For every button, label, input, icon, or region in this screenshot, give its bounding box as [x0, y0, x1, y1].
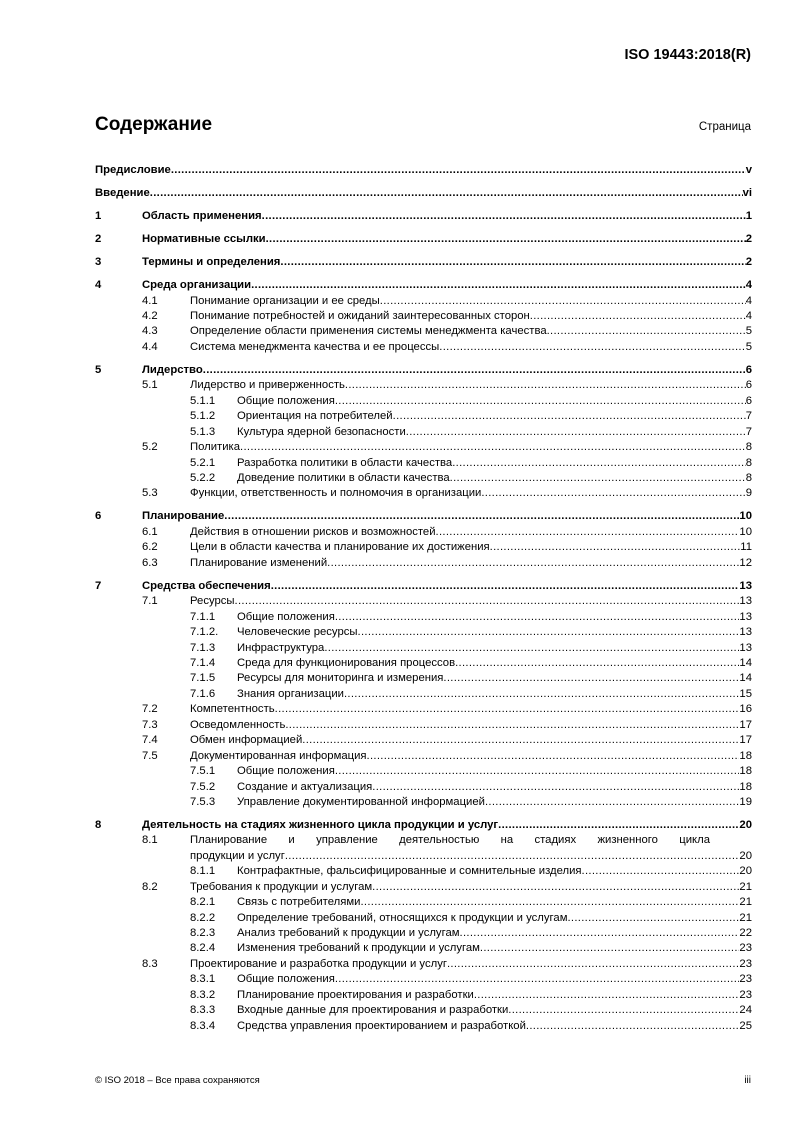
dot-leader [498, 818, 739, 833]
toc-entry[interactable] [95, 278, 752, 293]
toc-entry[interactable] [95, 471, 752, 486]
toc-entry-title[interactable]: Определение области применения системы менеджмента качества [190, 325, 547, 338]
toc-entry[interactable] [95, 1003, 752, 1018]
toc-entry-title[interactable]: Лидерство [142, 363, 203, 376]
toc-entry[interactable] [95, 525, 752, 540]
dot-leader [360, 895, 739, 910]
toc-entry-page[interactable]: 4 [745, 294, 752, 307]
document-id: ISO 19443:2018(R) [624, 47, 751, 63]
toc-entry[interactable] [95, 378, 752, 393]
toc-entry-number: 8.3.3 [190, 1004, 216, 1017]
dot-leader [490, 540, 741, 555]
toc-entry-page[interactable]: 13 [739, 595, 752, 608]
dot-leader [530, 309, 746, 324]
toc-entry-page[interactable]: 10 [739, 510, 752, 523]
toc-entry-title[interactable]: Планирование проектирования и разработки [237, 988, 474, 1001]
toc-entry-page[interactable]: 23 [739, 942, 752, 955]
dot-leader [262, 209, 746, 224]
toc-entry-number: 5.3 [142, 487, 158, 500]
dot-leader [251, 278, 746, 293]
toc-entry[interactable] [95, 625, 752, 640]
toc-entry-number: 5.2.1 [190, 456, 216, 469]
dot-leader [380, 294, 746, 309]
toc-entry-title[interactable]: Обмен информацией [190, 734, 303, 747]
dot-leader [582, 864, 740, 879]
toc-entry-number: 6 [95, 510, 102, 523]
dot-leader [271, 579, 740, 594]
toc-entry-number: 5.2.2 [190, 472, 216, 484]
toc-entry-page[interactable]: 14 [739, 672, 752, 685]
toc-entry-title[interactable]: Ориентация на потребителей [237, 410, 393, 423]
toc-entry-number: 6.2 [142, 541, 158, 554]
dot-leader [447, 957, 739, 972]
toc-entry-page[interactable]: 23 [739, 973, 752, 986]
dot-leader [452, 456, 746, 471]
toc-entry-page[interactable]: 2 [745, 256, 752, 269]
toc-entry-title[interactable]: Понимание потребностей и ожиданий заинтересованных сторон [190, 310, 530, 323]
toc-entry-title[interactable]: Входные данные для проектирования и разработки [237, 1004, 509, 1017]
toc-entry[interactable] [95, 594, 752, 609]
dot-leader [335, 394, 746, 409]
toc-entry-title[interactable]: Средства обеспечения [142, 579, 271, 592]
toc-entry-title[interactable]: Общие положения [237, 610, 335, 623]
toc-entry[interactable] [95, 579, 752, 594]
dot-leader [481, 486, 745, 501]
dot-leader [436, 525, 740, 540]
toc-entry-number: 7.5.3 [190, 795, 216, 808]
toc-entry-title[interactable]: Знания организации [237, 687, 344, 700]
toc-entry-page[interactable]: 8 [745, 441, 752, 454]
toc-entry-title[interactable]: Цели в области качества и планирование их достижения [190, 541, 490, 554]
toc-entry-page[interactable]: 13 [739, 610, 752, 623]
dot-leader [275, 702, 740, 717]
toc-entry-continuation[interactable] [95, 849, 752, 864]
dot-leader [235, 594, 740, 609]
toc-entry-page[interactable]: 23 [739, 957, 752, 970]
dot-leader [474, 988, 740, 1003]
toc-entry-page[interactable]: 4 [745, 279, 752, 292]
toc-entry-title[interactable]: Лидерство и приверженность [190, 379, 345, 392]
toc-entry-number: 7.1.2. [190, 626, 219, 639]
toc-entry-title[interactable]: Документированная информация [190, 749, 367, 762]
toc-entry-page[interactable]: 13 [739, 626, 752, 639]
toc-entry[interactable] [95, 1019, 752, 1034]
toc-entry-title[interactable]: Создание и актуализация [237, 780, 373, 793]
toc-entry-number: 7.1.5 [190, 672, 216, 685]
toc-entry-title[interactable]: Анализ требований к продукции и услугам [237, 927, 460, 940]
toc-entry-title[interactable]: Изменения требований к продукции и услугам [237, 942, 480, 955]
dot-leader [358, 625, 740, 640]
dot-leader [345, 378, 746, 393]
toc-entry-number: 7.1.1 [190, 610, 216, 623]
toc-entry-title[interactable]: Требования к продукции и услугам [190, 880, 373, 893]
toc-entry[interactable] [95, 780, 752, 795]
toc-entry-page[interactable]: 7 [745, 410, 752, 423]
toc-entry-title[interactable]: Ресурсы [190, 595, 235, 608]
toc-entry-page[interactable]: 20 [739, 818, 752, 831]
dot-leader [335, 610, 740, 625]
toc-entry-number: 7.5.1 [190, 765, 216, 778]
toc-entry-title[interactable]: Определение требований, относящихся к продукции и услугам [237, 911, 568, 924]
toc-entry[interactable] [95, 911, 752, 926]
toc-entry[interactable] [95, 880, 752, 895]
toc-entry-title[interactable]: Разработка политики в области качества [237, 456, 453, 469]
toc-entry[interactable] [95, 749, 752, 764]
toc-entry-title[interactable]: Среда для функционирования процессов [237, 657, 456, 669]
dot-leader [150, 186, 743, 201]
toc-entry[interactable] [95, 540, 752, 555]
dot-leader [455, 656, 739, 671]
toc-entry-title[interactable]: Нормативные ссылки [142, 233, 266, 246]
toc-entry-page[interactable]: 4 [745, 310, 752, 323]
toc-entry-page[interactable]: 17 [739, 734, 752, 747]
toc-entry-page[interactable]: 10 [739, 525, 752, 538]
toc-entry-number: 8.3.2 [190, 988, 216, 1001]
toc-entry[interactable] [95, 440, 752, 455]
toc-entry-title[interactable]: Общие положения [237, 765, 335, 778]
toc-entry-page[interactable]: 18 [739, 780, 752, 793]
toc-entry-number: 8 [95, 818, 102, 831]
toc-entry-page[interactable]: 24 [739, 1004, 752, 1017]
dot-leader [302, 733, 739, 748]
toc-entry[interactable] [95, 394, 752, 409]
dot-leader [203, 363, 746, 378]
toc-entry-title[interactable]: Человеческие ресурсы [237, 626, 358, 639]
toc-entry[interactable] [95, 656, 752, 671]
toc-entry-number: 5.1.3 [190, 425, 216, 438]
dot-leader [393, 409, 746, 424]
toc-entry[interactable] [95, 764, 752, 779]
dot-leader [367, 749, 740, 764]
toc-entry-number: 7.1.6 [190, 687, 216, 700]
toc-entry-number: 5.1.1 [190, 394, 216, 407]
toc-entry-title[interactable]: Политика [190, 441, 241, 454]
dot-leader [344, 687, 739, 702]
toc-entry-page[interactable]: 5 [745, 325, 752, 338]
toc-entry[interactable] [95, 718, 752, 733]
toc-entry-number: 4.4 [142, 340, 158, 353]
page-column-label: Страница [698, 121, 751, 133]
dot-leader [285, 718, 739, 733]
table-of-contents [95, 163, 752, 1034]
page-title: Содержание [95, 114, 213, 135]
dot-leader [450, 471, 746, 486]
toc-entry-number: 4.2 [142, 310, 158, 323]
dot-leader [526, 1019, 740, 1034]
toc-entry[interactable] [95, 509, 752, 524]
toc-entry-page[interactable]: 23 [739, 988, 752, 1001]
footer-copyright: © ISO 2018 – Все права сохраняются [95, 1075, 260, 1086]
toc-entry-title[interactable]: Понимание организации и ее среды [190, 294, 380, 307]
toc-entry-number: 7.5 [142, 749, 158, 762]
toc-entry[interactable] [95, 309, 752, 324]
toc-entry-page[interactable]: 21 [739, 880, 752, 893]
toc-entry-page[interactable]: 21 [739, 911, 752, 924]
toc-entry-title[interactable]: Планирование и управление деятельностью на стадиях жизненного цикла [190, 834, 710, 847]
toc-entry-title[interactable]: Доведение политики в области качества [237, 472, 450, 484]
toc-entry[interactable] [95, 294, 752, 309]
toc-entry-number: 8.2 [142, 880, 158, 893]
toc-entry-title[interactable]: Планирование [142, 510, 225, 523]
toc-entry-title[interactable]: Контрафактные, фальсифицированные и сомнительные изделия [237, 865, 582, 878]
toc-entry-page[interactable]: 18 [739, 749, 752, 762]
toc-entry-number: 8.2.2 [190, 911, 216, 924]
toc-entry-title[interactable]: Среда организации [142, 279, 252, 292]
toc-entry-number: 7.3 [142, 718, 158, 731]
toc-entry-number: 7 [95, 579, 102, 592]
toc-entry-page[interactable]: 25 [739, 1019, 752, 1032]
toc-entry-number: 7.5.2 [190, 780, 216, 793]
dot-leader [485, 795, 739, 810]
toc-entry[interactable] [95, 486, 752, 501]
toc-entry[interactable] [95, 972, 752, 987]
toc-entry-page[interactable]: vi [742, 187, 752, 200]
toc-entry-title[interactable]: Действия в отношении рисков и возможностей [190, 525, 436, 538]
toc-entry[interactable] [95, 671, 752, 686]
toc-entry-title[interactable]: Планирование изменений [190, 556, 328, 569]
toc-entry[interactable] [95, 255, 752, 270]
toc-entry-number: 7.1.3 [190, 641, 216, 654]
toc-entry[interactable] [95, 988, 752, 1003]
toc-entry-number: 7.1.4 [190, 657, 216, 669]
toc-entry-page[interactable]: 15 [739, 687, 752, 700]
dot-leader [460, 926, 740, 941]
toc-entry-page[interactable]: 8 [745, 472, 752, 484]
toc-entry-page[interactable]: 7 [745, 425, 752, 438]
toc-entry[interactable] [95, 926, 752, 941]
dot-leader [171, 163, 746, 178]
dot-leader [335, 764, 740, 779]
dot-leader [439, 340, 745, 355]
toc-entry-number: 6.3 [142, 556, 158, 569]
toc-entry-page[interactable]: 17 [739, 718, 752, 731]
dot-leader [324, 641, 739, 656]
footer-page-number: iii [744, 1075, 751, 1086]
toc-entry-page[interactable]: 11 [740, 541, 752, 554]
dot-leader [480, 941, 740, 956]
toc-entry-page[interactable]: 22 [739, 927, 752, 940]
toc-entry-title[interactable]: Общие положения [237, 394, 335, 407]
toc-entry-page[interactable]: v [745, 164, 752, 176]
toc-entry-number: 8.2.1 [190, 896, 216, 909]
dot-leader [372, 880, 739, 895]
toc-entry-title[interactable]: Общие положения [237, 973, 335, 986]
toc-entry[interactable] [95, 232, 752, 247]
dot-leader [406, 425, 746, 440]
toc-entry[interactable] [95, 340, 752, 355]
dot-leader [547, 324, 746, 339]
toc-entry-page[interactable]: 5 [745, 340, 752, 353]
toc-entry[interactable] [95, 324, 752, 339]
dot-leader [508, 1003, 739, 1018]
toc-entry-title[interactable]: Культура ядерной безопасности [237, 425, 406, 438]
toc-entry[interactable] [95, 209, 752, 224]
toc-entry-title[interactable]: Компетентность [190, 703, 275, 716]
toc-entry[interactable] [95, 818, 752, 833]
toc-entry-number: 7.1 [142, 595, 158, 608]
toc-entry-number: 5.2 [142, 441, 158, 454]
toc-entry[interactable] [95, 833, 752, 848]
toc-entry-title[interactable]: Деятельность на стадиях жизненного цикла продукции и услуг [142, 818, 499, 831]
toc-entry-page[interactable]: 13 [739, 579, 752, 592]
toc-entry[interactable] [95, 733, 752, 748]
dot-leader [266, 232, 746, 247]
toc-entry-number: 5 [95, 363, 102, 376]
toc-entry-title[interactable]: Связь с потребителями [237, 896, 361, 909]
dot-leader [443, 671, 739, 686]
toc-entry-page[interactable]: 20 [739, 849, 752, 862]
toc-entry-number: 4.3 [142, 325, 158, 338]
dot-leader [280, 255, 745, 270]
toc-entry[interactable] [95, 409, 752, 424]
toc-entry-number: 1 [95, 210, 102, 223]
toc-entry-page[interactable]: 18 [739, 765, 752, 778]
toc-entry-title[interactable]: Введение [95, 187, 150, 200]
dot-leader [285, 849, 740, 864]
toc-entry[interactable] [95, 163, 752, 178]
toc-entry-title[interactable]: Инфраструктура [237, 641, 325, 654]
toc-entry[interactable] [95, 957, 752, 972]
dot-leader [567, 911, 739, 926]
toc-entry-number: 2 [95, 233, 102, 246]
toc-entry[interactable] [95, 641, 752, 656]
toc-entry[interactable] [95, 941, 752, 956]
toc-entry-page[interactable]: 6 [745, 363, 752, 376]
toc-entry-title[interactable]: Функции, ответственность и полномочия в организации [190, 487, 482, 500]
dot-leader [335, 972, 740, 987]
dot-leader [327, 556, 739, 571]
toc-entry[interactable] [95, 702, 752, 717]
toc-entry[interactable] [95, 864, 752, 879]
toc-entry[interactable] [95, 456, 752, 471]
dot-leader [224, 509, 739, 524]
toc-entry[interactable] [95, 610, 752, 625]
toc-entry[interactable] [95, 186, 752, 201]
toc-entry[interactable] [95, 425, 752, 440]
toc-entry[interactable] [95, 895, 752, 910]
toc-entry-title[interactable]: Предисловие [95, 164, 171, 176]
toc-entry-number: 7.2 [142, 703, 158, 716]
toc-entry-page[interactable]: 21 [739, 896, 752, 909]
toc-entry-title[interactable]: Осведомленность [190, 718, 286, 731]
toc-entry-title-continuation[interactable]: продукции и услуг [190, 849, 285, 862]
dot-leader [372, 780, 739, 795]
toc-entry-number: 8.3.4 [190, 1019, 216, 1032]
toc-entry-page[interactable]: 6 [745, 394, 752, 407]
toc-entry-number: 8.2.4 [190, 942, 216, 955]
toc-entry[interactable] [95, 687, 752, 702]
toc-entry-title[interactable]: Термины и определения [142, 256, 281, 269]
toc-entry-number: 8.1.1 [190, 865, 216, 878]
toc-entry-page[interactable]: 9 [745, 487, 752, 500]
toc-entry-page[interactable]: 12 [739, 556, 752, 569]
toc-entry-number: 5.1 [142, 379, 158, 392]
dot-leader [240, 440, 746, 455]
toc-entry-page[interactable]: 19 [739, 795, 752, 808]
toc-entry-number: 7.4 [142, 734, 158, 747]
toc-entry-page[interactable]: 1 [745, 210, 752, 223]
toc-entry-page[interactable]: 20 [739, 865, 752, 878]
toc-entry-number: 6.1 [142, 525, 158, 538]
toc-entry-number: 8.1 [142, 834, 158, 847]
toc-entry-page[interactable]: 2 [745, 233, 752, 246]
toc-entry-number: 8.3 [142, 957, 158, 970]
toc-entry-page[interactable]: 16 [739, 703, 752, 716]
toc-entry-page[interactable]: 6 [745, 379, 752, 392]
toc-entry-number: 8.3.1 [190, 973, 216, 986]
toc-entry-page[interactable]: 8 [745, 456, 752, 469]
toc-entry-number: 4 [95, 279, 102, 292]
toc-entry-title[interactable]: Проектирование и разработка продукции и услуг [190, 957, 447, 970]
toc-entry-number: 3 [95, 256, 102, 269]
toc-entry-number: 8.2.3 [190, 927, 216, 940]
toc-entry-page[interactable]: 14 [739, 657, 752, 669]
toc-entry-page[interactable]: 13 [739, 641, 752, 654]
toc-entry-title[interactable]: Система менеджмента качества и ее процессы [190, 340, 440, 353]
toc-entry-title[interactable]: Область применения [142, 210, 262, 223]
toc-entry[interactable] [95, 795, 752, 810]
toc-entry[interactable] [95, 363, 752, 378]
toc-entry-number: 4.1 [142, 294, 158, 307]
toc-entry-title[interactable]: Средства управления проектированием и разработкой [237, 1019, 526, 1032]
toc-entry[interactable] [95, 556, 752, 571]
toc-entry-title[interactable]: Ресурсы для мониторинга и измерения [237, 672, 444, 685]
toc-entry-number: 5.1.2 [190, 410, 216, 423]
toc-entry-title[interactable]: Управление документированной информацией [237, 795, 485, 808]
